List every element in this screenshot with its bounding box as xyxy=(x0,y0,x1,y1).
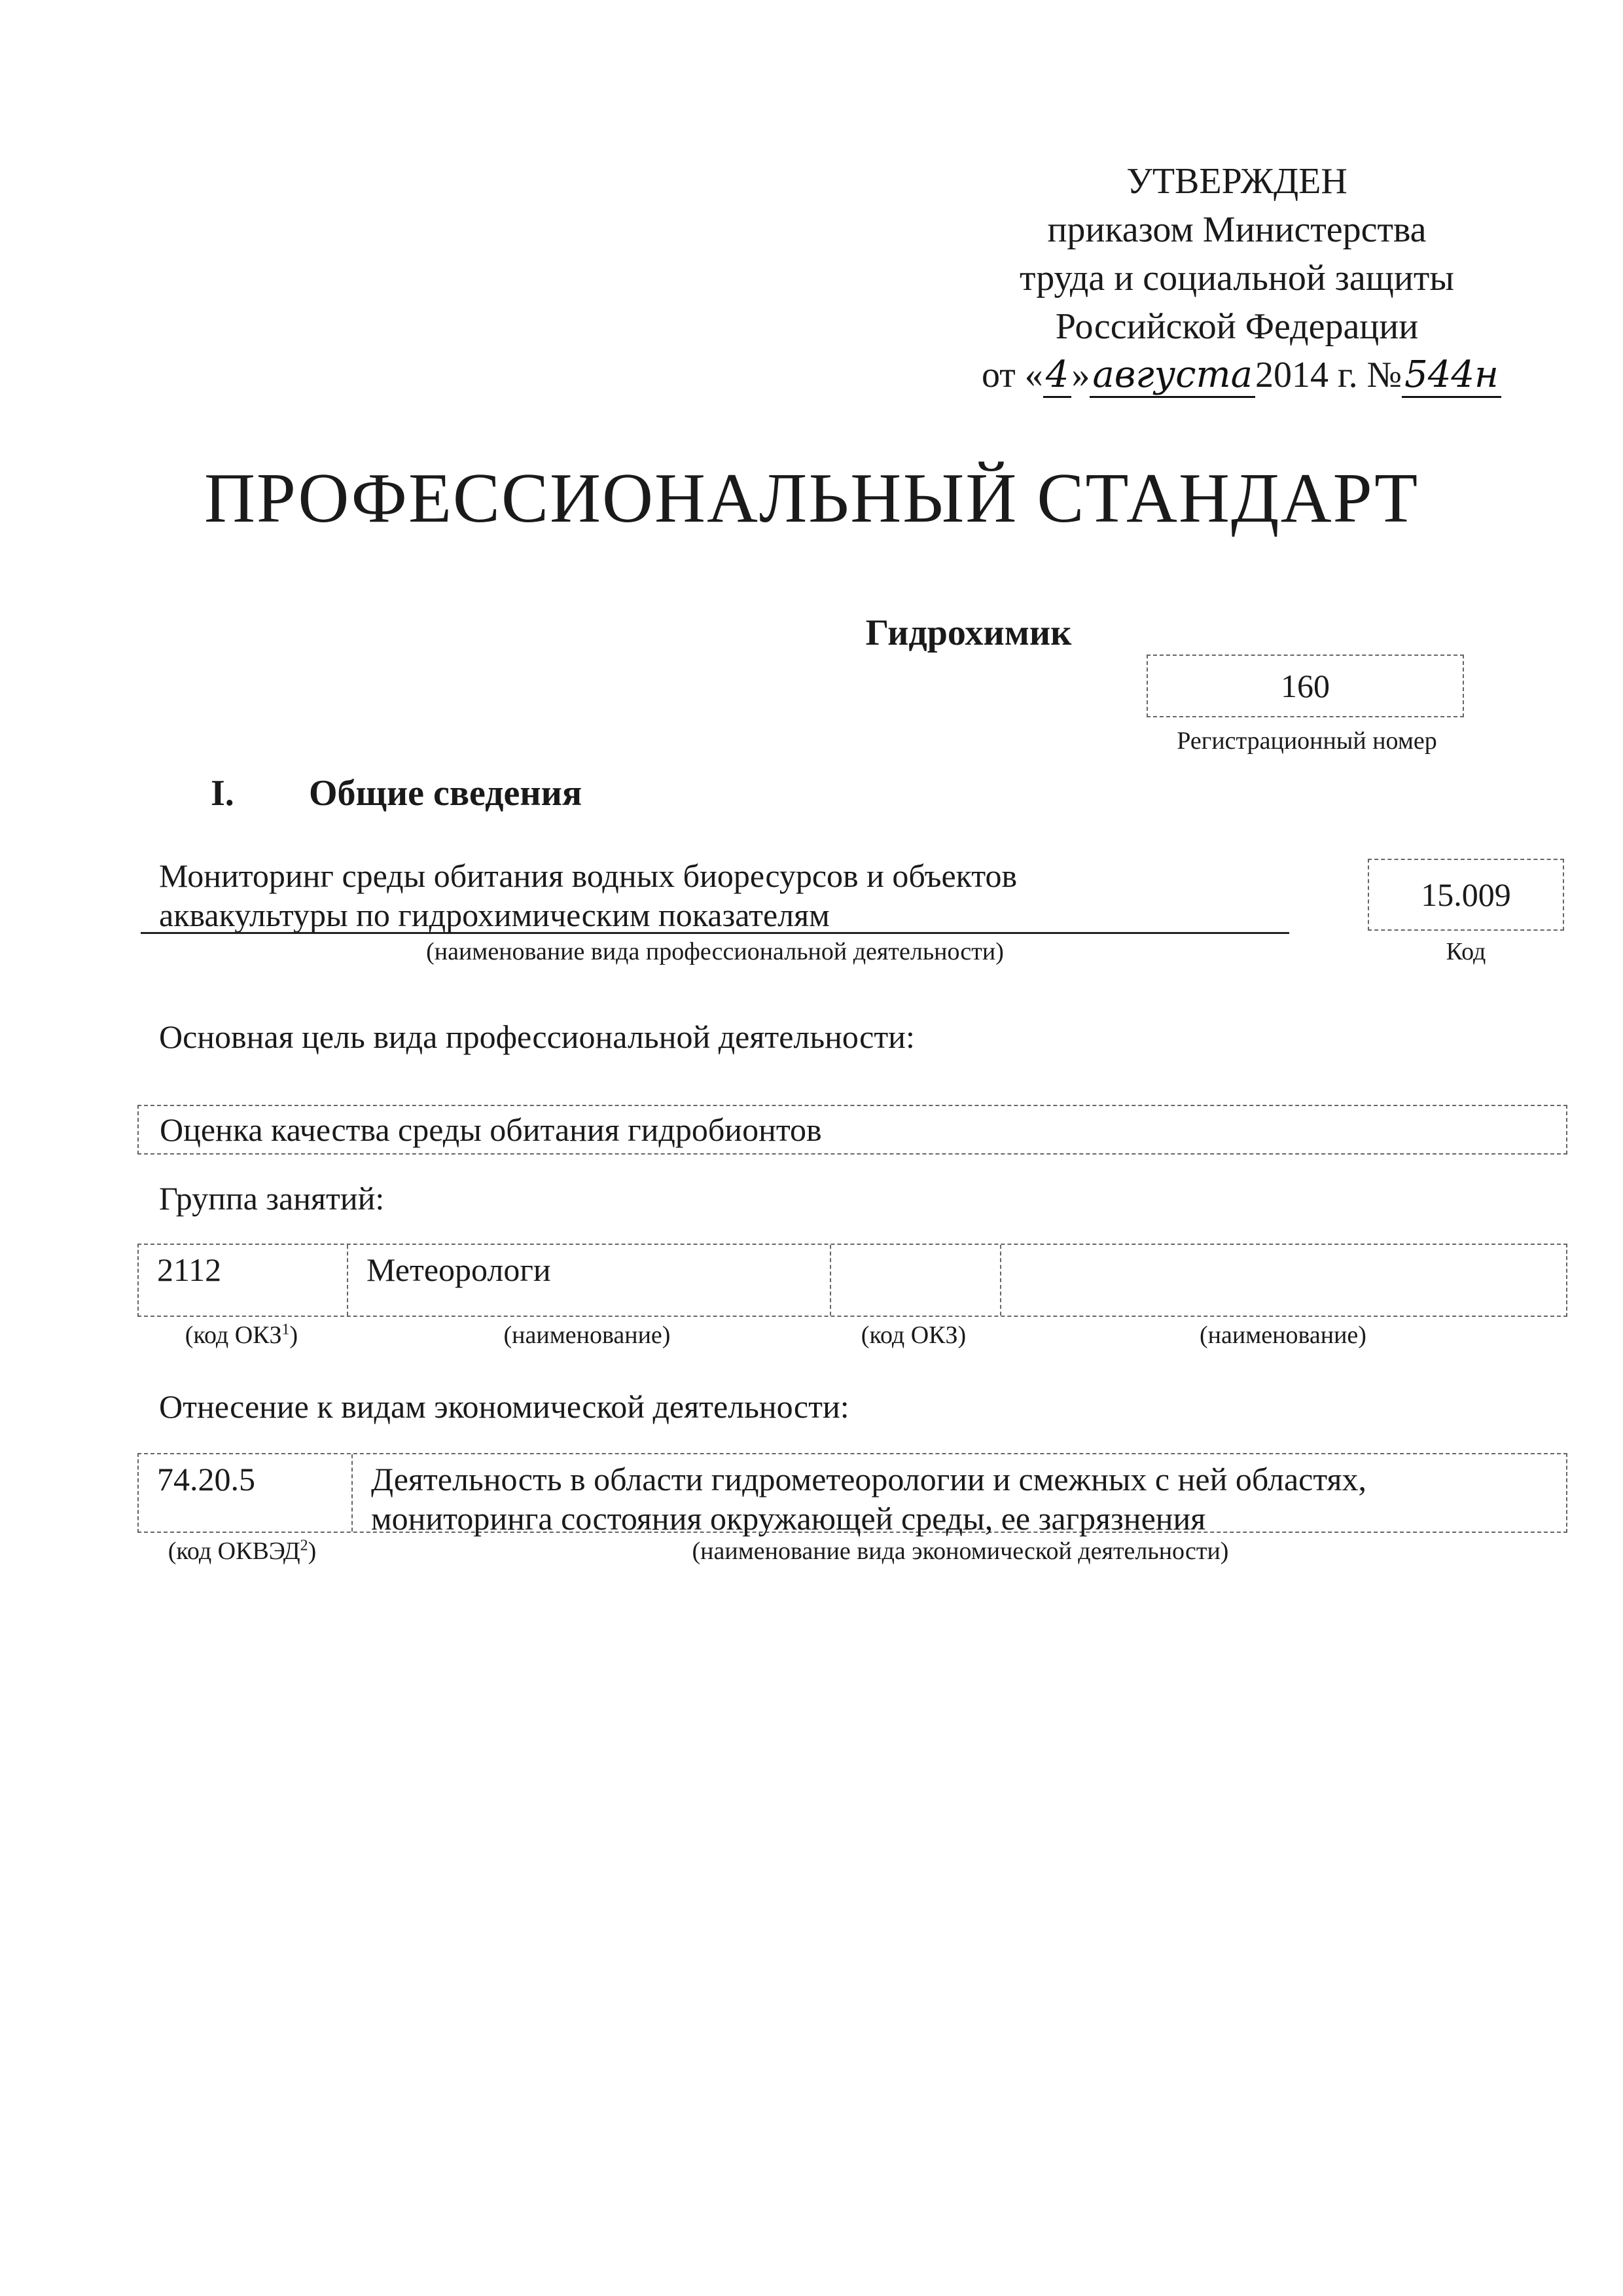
okved-code-caption-text: (код ОКВЭД xyxy=(168,1537,300,1565)
profession-name: Гидрохимик xyxy=(865,613,1072,653)
okz-code-1-caption-text: (код ОКЗ xyxy=(185,1321,282,1349)
occupation-group-label: Группа занятий: xyxy=(159,1180,385,1217)
occupation-group-table xyxy=(137,1244,1567,1317)
order-year: 2014 г. № xyxy=(1255,355,1402,395)
activity-code: 15.009 xyxy=(1421,876,1511,913)
okved-name xyxy=(351,1454,1566,1537)
order-prefix: от « xyxy=(982,355,1043,395)
goal-value: Оценка качества среды обитания гидробионтов xyxy=(160,1111,822,1148)
registration-number: 160 xyxy=(1281,668,1330,704)
document-title: ПРОФЕССИОНАЛЬНЫЙ СТАНДАРТ xyxy=(204,459,1419,537)
goal-label: Основная цель вида профессиональной деятельности: xyxy=(159,1018,915,1055)
okz-name-1-caption: (наименование) xyxy=(503,1321,671,1349)
section-number: I. xyxy=(211,773,234,814)
registration-caption: Регистрационный номер xyxy=(1177,727,1437,755)
activity-underline xyxy=(141,932,1289,934)
goal-box xyxy=(137,1105,1567,1155)
section-title: Общие сведения xyxy=(309,773,582,814)
okz-code-2 xyxy=(830,1245,1000,1316)
okz-code-2-caption: (код ОКЗ) xyxy=(861,1321,967,1349)
activity-code-caption: Код xyxy=(1446,938,1486,965)
approval-line-3: Российской Федерации xyxy=(1055,306,1419,347)
economic-activity-label: Отнесение к видам экономической деятельности: xyxy=(159,1388,849,1425)
okved-code: 74.20.5 xyxy=(157,1461,255,1498)
activity-name-line-2: аквакультуры по гидрохимическим показателям xyxy=(159,897,830,933)
order-quote: » xyxy=(1071,355,1090,395)
order-line xyxy=(982,351,1499,399)
order-month: августа xyxy=(1090,353,1255,398)
okved-name-line-2: мониторинга состояния окружающей среды, ее загрязнения xyxy=(371,1500,1206,1537)
order-number: 544н xyxy=(1402,353,1501,398)
activity-name xyxy=(159,856,1285,935)
okz-name-2-caption: (наименование) xyxy=(1200,1321,1366,1349)
okved-code-caption xyxy=(131,1537,353,1566)
okz-name-2 xyxy=(1000,1245,1566,1316)
okved-code-caption-end: ) xyxy=(308,1537,317,1565)
economic-activity-table xyxy=(137,1453,1567,1537)
approval-line-1: приказом Министерства xyxy=(1047,209,1427,250)
approval-block xyxy=(982,157,1499,399)
okved-name-caption: (наименование вида экономической деятельности) xyxy=(692,1537,1229,1565)
activity-name-line-1: Мониторинг среды обитания водных биоресурсов и объектов xyxy=(159,857,1018,894)
okved-name-line-1: Деятельность в области гидрометеорологии и смежных с ней областях, xyxy=(371,1461,1367,1498)
okz-name-1: Метеорологи xyxy=(347,1245,830,1316)
approval-heading: УТВЕРЖДЕН xyxy=(1126,161,1347,202)
footnote-1-marker: 1 xyxy=(281,1321,290,1338)
order-day: 4 xyxy=(1043,353,1072,398)
okz-code-1-caption-end: ) xyxy=(289,1321,298,1349)
registration-number-box xyxy=(1147,655,1464,717)
footnote-2-marker: 2 xyxy=(300,1537,308,1554)
activity-code-box xyxy=(1368,859,1564,931)
okz-code-1: 2112 xyxy=(157,1251,222,1288)
okz-code-1-caption xyxy=(137,1321,346,1350)
activity-caption: (наименование вида профессиональной деятельности) xyxy=(426,938,1004,965)
approval-line-2: труда и социальной защиты xyxy=(1020,258,1454,298)
